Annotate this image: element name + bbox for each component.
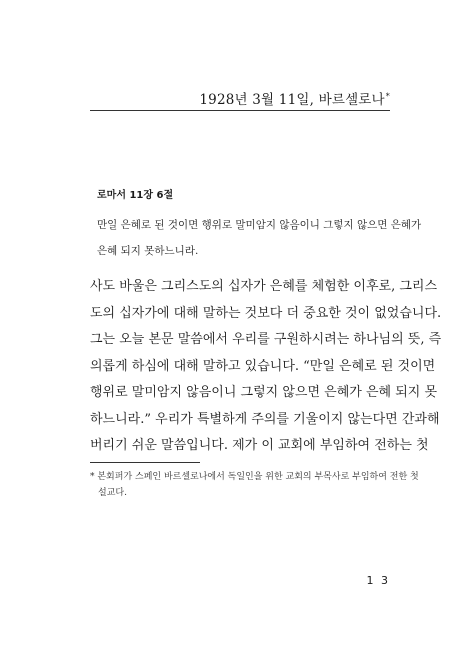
header-rule	[90, 110, 390, 111]
scripture-text	[97, 212, 422, 264]
body-line: 행위로 말미암지 않음이니 그렇지 않으면 은혜가 은혜 되지 못	[90, 385, 438, 400]
running-title: 1928년 3월 11일, 바르셀로나	[199, 92, 385, 108]
body-line: 버리기 쉬운 말씀입니다. 제가 이 교회에 부임하여 전하는 첫	[90, 438, 429, 453]
scripture-reference: 로마서 11장 6절	[97, 190, 174, 201]
body-line: 도의 십자가에 대해 말하는 것보다 더 중요한 것이 없었습니다.	[90, 305, 442, 321]
body-line: 의롭게 하심에 대해 말하고 있습니다. “만일 은혜로 된 것이면	[90, 358, 436, 374]
scripture-line: 은혜 되지 못하느니라.	[97, 245, 199, 257]
footnote	[90, 469, 419, 501]
footnote-line: * 본회퍼가 스페인 바르셀로나에서 독일인을 위한 교회의 부목사로 부임하여 전한 첫	[90, 472, 419, 482]
footnote-rule	[90, 462, 200, 463]
body-line: 하느니라.” 우리가 특별하게 주의를 기울이지 않는다면 간과해	[90, 411, 440, 427]
footnote-line: 설교다.	[98, 488, 127, 498]
body-line: 그는 오늘 본문 말씀에서 우리를 구원하시려는 하나님의 뜻, 즉	[90, 332, 442, 347]
scripture-line: 만일 은혜로 된 것이면 행위로 말미암지 않음이니 그렇지 않으면 은혜가	[97, 219, 422, 231]
body-paragraph	[90, 274, 442, 460]
footnote-marker: *	[385, 91, 390, 101]
body-line: 사도 바울은 그리스도의 십자가 은혜를 체험한 이후로, 그리스	[90, 279, 438, 294]
running-header	[199, 88, 390, 108]
page-number: 1 3	[366, 574, 390, 587]
